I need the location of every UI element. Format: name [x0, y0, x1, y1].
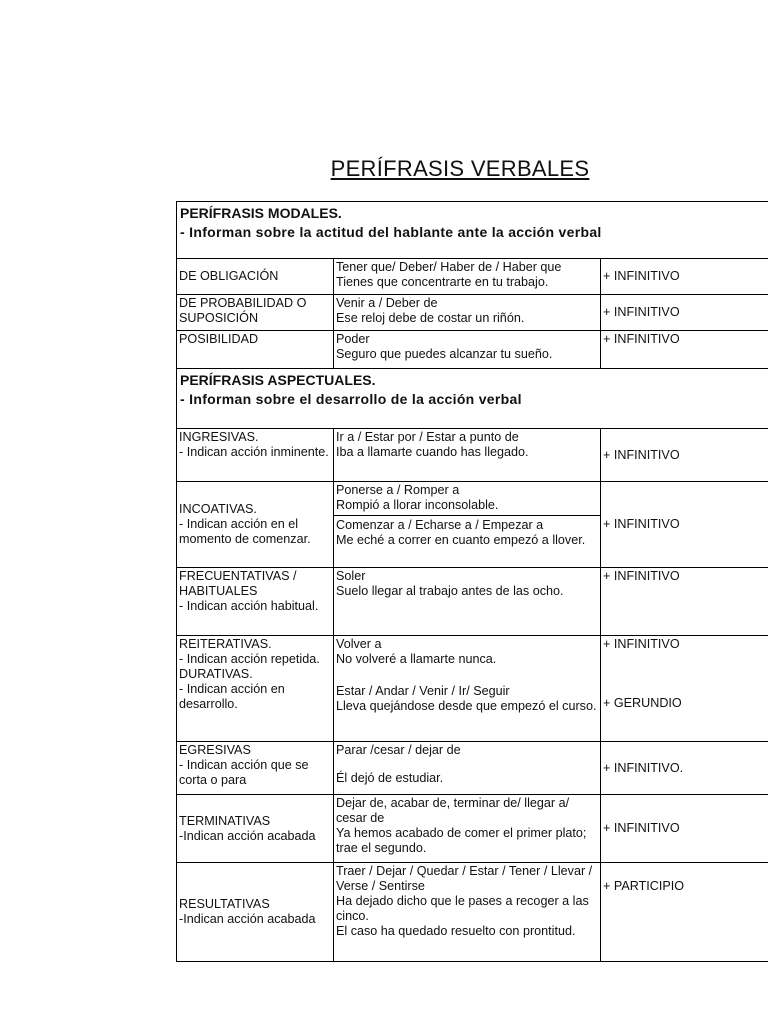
- periphrasis-description: - Indican acción inminente.: [179, 445, 329, 459]
- periphrasis-construction-cell: [601, 636, 768, 742]
- section-subheading: - Informan sobre el desarrollo de la acción verbal: [180, 391, 522, 407]
- periphrasis-type-cell: [177, 795, 334, 863]
- periphrasis-type: DE PROBABILIDAD O SUPOSICIÓN: [177, 295, 334, 331]
- periphrasis-construction: + INFINITIVO: [601, 482, 768, 568]
- table-row: [177, 795, 768, 863]
- periphrasis-example: No volveré a llamarte nunca.: [336, 652, 497, 666]
- periphrasis-example: Ese reloj debe de costar un riñón.: [336, 311, 525, 325]
- periphrasis-forms-cell: [334, 636, 601, 742]
- periphrasis-type: REITERATIVAS.: [179, 637, 272, 651]
- periphrasis-table: [176, 201, 768, 962]
- periphrasis-type: EGRESIVAS: [179, 743, 251, 757]
- table-row: [177, 429, 768, 482]
- periphrasis-forms-cell: [334, 795, 601, 863]
- periphrasis-type: FRECUENTATIVAS / HABITUALES: [179, 569, 297, 598]
- periphrasis-forms: Venir a / Deber de: [336, 296, 438, 310]
- periphrasis-forms-cell: [334, 568, 601, 636]
- periphrasis-example: Seguro que puedes alcanzar tu sueño.: [336, 347, 553, 361]
- section-aspectuales-cell: [177, 369, 768, 429]
- periphrasis-forms-cell: [334, 295, 601, 331]
- table-row: [177, 259, 768, 295]
- section-modales-cell: [177, 202, 768, 259]
- periphrasis-example: Rompió a llorar inconsolable.: [336, 498, 499, 512]
- periphrasis-forms-cell: [334, 259, 601, 295]
- table-row: [177, 482, 768, 568]
- periphrasis-forms-cell: [334, 331, 601, 369]
- periphrasis-forms: Comenzar a / Echarse a / Empezar a: [336, 518, 544, 532]
- periphrasis-forms-cell: [334, 429, 601, 482]
- periphrasis-description: - Indican acción que se corta o para: [179, 758, 309, 787]
- table-row: [177, 863, 768, 962]
- periphrasis-construction: + INFINITIVO: [601, 568, 768, 636]
- periphrasis-forms: Dejar de, acabar de, terminar de/ llegar a/ cesar de: [336, 796, 570, 825]
- periphrasis-example: Tienes que concentrarte en tu trabajo.: [336, 275, 549, 289]
- table-row: [177, 636, 768, 742]
- periphrasis-forms: Poder: [336, 332, 370, 346]
- periphrasis-type: DE OBLIGACIÓN: [177, 259, 334, 295]
- periphrasis-construction: + PARTICIPIO: [603, 879, 685, 893]
- periphrasis-example: Suelo llegar al trabajo antes de las ocho.: [336, 584, 564, 598]
- periphrasis-construction: + INFINITIVO: [601, 259, 768, 295]
- periphrasis-description: - Indican acción en desarrollo.: [179, 682, 285, 711]
- periphrasis-forms: Volver a: [336, 637, 382, 651]
- periphrasis-type-cell: [177, 742, 334, 795]
- section-heading: PERÍFRASIS ASPECTUALES.: [180, 372, 376, 388]
- periphrasis-construction: + GERUNDIO: [603, 696, 682, 710]
- periphrasis-example: Ya hemos acabado de comer el primer plato; trae el segundo.: [336, 826, 587, 855]
- periphrasis-construction: + INFINITIVO: [601, 331, 768, 369]
- periphrasis-construction: + INFINITIVO: [601, 795, 768, 863]
- periphrasis-type: INCOATIVAS.: [179, 502, 257, 516]
- periphrasis-type-cell: [177, 429, 334, 482]
- periphrasis-description: - Indican acción en el momento de comenzar.: [179, 517, 311, 546]
- periphrasis-type-cell: [177, 863, 334, 962]
- periphrasis-forms: Traer / Dejar / Quedar / Estar / Tener / Llevar / Verse / Sentirse: [336, 864, 593, 893]
- periphrasis-type: POSIBILIDAD: [177, 331, 334, 369]
- periphrasis-construction: + INFINITIVO: [601, 429, 768, 482]
- periphrasis-forms: Ponerse a / Romper a: [336, 483, 460, 497]
- periphrasis-example: Él dejó de estudiar.: [336, 771, 444, 785]
- periphrasis-example: Ha dejado dicho que le pases a recoger a las cinco.: [336, 894, 589, 923]
- periphrasis-forms: Soler: [336, 569, 366, 583]
- page-title: PERÍFRASIS VERBALES: [330, 156, 590, 181]
- periphrasis-description: - Indican acción habitual.: [179, 599, 319, 613]
- periphrasis-forms: Ir a / Estar por / Estar a punto de: [336, 430, 519, 444]
- forms-subdivider: [334, 515, 600, 548]
- periphrasis-type-cell: [177, 636, 334, 742]
- periphrasis-type-cell: [177, 568, 334, 636]
- periphrasis-construction-cell: [601, 863, 768, 962]
- section-header-aspectuales: [177, 369, 768, 429]
- periphrasis-construction: + INFINITIVO.: [601, 742, 768, 795]
- periphrasis-type: INGRESIVAS.: [179, 430, 259, 444]
- periphrasis-description: - Indican acción repetida.: [179, 652, 320, 666]
- table-row: [177, 331, 768, 369]
- section-heading: PERÍFRASIS MODALES.: [180, 205, 342, 221]
- periphrasis-type: RESULTATIVAS: [179, 897, 270, 911]
- section-header-modales: [177, 202, 768, 259]
- periphrasis-forms-cell: [334, 863, 601, 962]
- periphrasis-description: -Indican acción acabada: [179, 828, 316, 843]
- periphrasis-example: El caso ha quedado resuelto con prontitud.: [336, 924, 576, 938]
- periphrasis-forms: Tener que/ Deber/ Haber de / Haber que: [336, 260, 562, 274]
- periphrasis-construction: + INFINITIVO: [603, 637, 680, 651]
- periphrasis-construction: + INFINITIVO: [601, 295, 768, 331]
- periphrasis-type: TERMINATIVAS: [179, 813, 271, 828]
- periphrasis-forms-cell: [334, 482, 601, 568]
- table-row: [177, 742, 768, 795]
- periphrasis-example: Iba a llamarte cuando has llegado.: [336, 445, 529, 459]
- periphrasis-forms: Estar / Andar / Venir / Ir/ Seguir: [336, 684, 510, 698]
- periphrasis-description: -Indican acción acabada: [179, 912, 316, 926]
- periphrasis-forms: Parar /cesar / dejar de: [336, 743, 461, 757]
- periphrasis-forms-cell: [334, 742, 601, 795]
- periphrasis-example: Lleva quejándose desde que empezó el curso.: [336, 699, 597, 713]
- table-row: [177, 568, 768, 636]
- table-row: [177, 295, 768, 331]
- section-subheading: - Informan sobre la actitud del hablante ante la acción verbal: [180, 224, 602, 240]
- periphrasis-type: DURATIVAS.: [179, 667, 253, 681]
- periphrasis-example: Me eché a correr en cuanto empezó a llover.: [336, 533, 586, 547]
- periphrasis-type-cell: [177, 482, 334, 568]
